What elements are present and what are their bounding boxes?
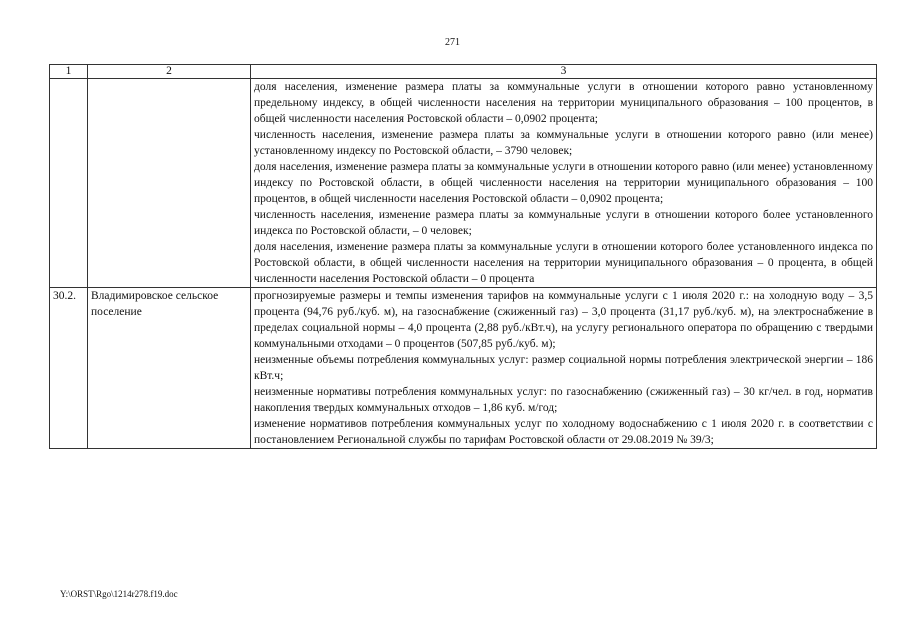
row-number-cell: 30.2. (50, 288, 88, 449)
column-header-1: 1 (50, 65, 88, 79)
continuation-text-cell (251, 79, 877, 288)
table-row-30-2 (50, 288, 877, 449)
table-row-continuation (50, 79, 877, 288)
continuation-paragraph: доля населения, изменение размера платы за коммунальные услуги в отношении которого равно (или менее) установленному индексу по Ростовской области, в общей численности населения на территории муниципального образования – 100 процентов, в общей численности населения Ростовской области – 0,0902 процента; (254, 161, 873, 205)
continuation-paragraph: доля населения, изменение размера платы за коммунальные услуги в отношении которого более установленного индекса по Ростовской области, в общей численности населения на территории муниципального образования – 0 процента, в общей численности населения Ростовской области – 0 процента (254, 241, 873, 285)
settlement-name-cell: Владимировское сельское поселение (88, 288, 251, 449)
continuation-name-cell (88, 79, 251, 288)
settlement-paragraph: неизменные объемы потребления коммунальных услуг: размер социальной нормы потребления электрической энергии – 186 кВт.ч; (254, 354, 873, 382)
settlement-paragraph: прогнозируемые размеры и темпы изменения тарифов на коммунальные услуги с 1 июля 2020 г.: на холодную воду – 3,5 процента (94,76 руб./куб. м), на газоснабжение (сжиженный газ) – 3,0 процента (31,17 руб./куб. м), на электроснабжение в пределах социальной нормы – 4,0 процента (2,88 руб./кВт.ч), на услугу регионального оператора по обращению с твердыми коммунальными отходами – 0 процентов (507,85 руб./куб. м); (254, 290, 873, 350)
continuation-paragraph: численность населения, изменение размера платы за коммунальные услуги в отношении которого более установленного индекса по Ростовской области, – 0 человек; (254, 209, 873, 237)
continuation-paragraph: численность населения, изменение размера платы за коммунальные услуги в отношении которого равно (или менее) установленному индексу по Ростовской области, – 3790 человек; (254, 129, 873, 157)
regional-tariff-table (49, 64, 877, 449)
continuation-number-cell (50, 79, 88, 288)
table-header-row (50, 65, 877, 79)
settlement-text-cell (251, 288, 877, 449)
continuation-paragraph: доля населения, изменение размера платы за коммунальные услуги в отношении которого равно установленному предельному индексу, в общей численности населения на территории муниципального образования – 100 процентов, в общей численности населения Ростовской области – 0,0902 процента; (254, 81, 873, 125)
settlement-paragraph: неизменные нормативы потребления коммунальных услуг: по газоснабжению (сжиженный газ) – 30 кг/чел. в год, норматив накопления твердых коммунальных отходов – 1,86 куб. м/год; (254, 386, 873, 414)
page-number: 271 (445, 37, 460, 48)
footer-file-path: Y:\ORST\Rgo\1214r278.f19.doc (60, 589, 178, 599)
column-header-3: 3 (251, 65, 877, 79)
column-header-2: 2 (88, 65, 251, 79)
settlement-paragraph: изменение нормативов потребления коммунальных услуг по холодному водоснабжению с 1 июля 2020 г. в соответствии с постановлением Региональной службы по тарифам Ростовской области от 29.08.2019 № 39/3; (254, 418, 873, 446)
